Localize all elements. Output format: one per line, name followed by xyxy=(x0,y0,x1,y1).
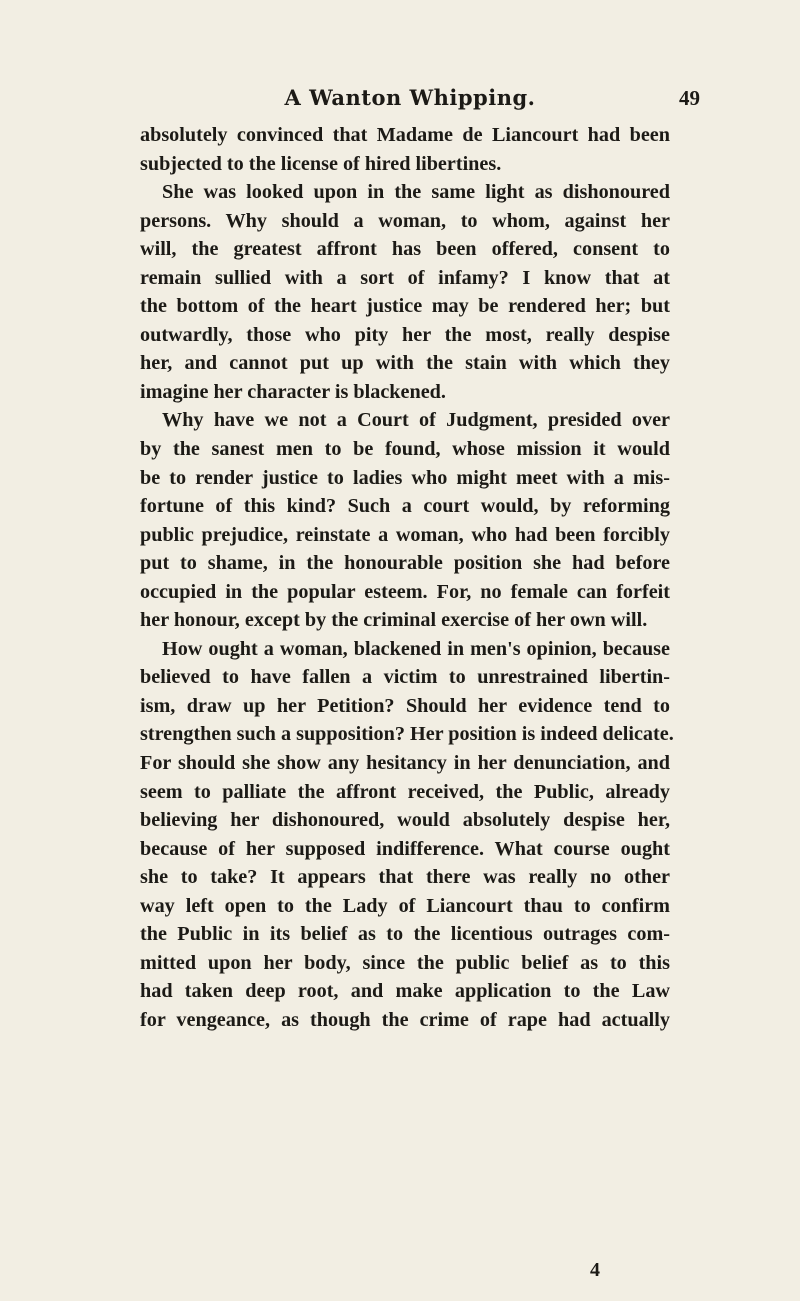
signature-mark: 4 xyxy=(590,1259,600,1281)
text-line: will, the greatest affront has been offered, consent to xyxy=(140,238,670,261)
text-line: fortune of this kind? Such a court would, by reforming xyxy=(140,495,670,518)
text-line: her honour, except by the criminal exercise of her own will. xyxy=(140,609,648,632)
text-line: remain sullied with a sort of infamy? I know that at xyxy=(140,266,670,289)
text-line: way left open to the Lady of Liancourt thau to confirm xyxy=(140,894,670,917)
text-line: put to shame, in the honourable position she had before xyxy=(140,552,670,575)
text-line: imagine her character is blackened. xyxy=(140,380,446,403)
text-line: For should she show any hesitancy in her denunciation, and xyxy=(140,752,670,775)
text-line: be to render justice to ladies who might meet with a mis- xyxy=(140,466,670,489)
body-text xyxy=(140,121,674,1035)
text-line: believing her dishonoured, would absolutely despise her, xyxy=(140,809,670,832)
text-line: ism, draw up her Petition? Should her evidence tend to xyxy=(140,694,670,717)
text-line: her, and cannot put up with the stain with which they xyxy=(140,352,670,375)
text-line: the Public in its belief as to the licentious outrages com- xyxy=(140,923,670,946)
text-line: Why have we not a Court of Judgment, presided over xyxy=(162,409,670,432)
page-number: 49 xyxy=(679,86,700,110)
text-line: the bottom of the heart justice may be rendered her; but xyxy=(140,295,670,318)
text-line: subjected to the license of hired libertines. xyxy=(140,152,502,175)
text-line: believed to have fallen a victim to unrestrained libertin- xyxy=(140,666,670,689)
text-line: How ought a woman, blackened in men's opinion, because xyxy=(162,637,670,660)
text-line: for vengeance, as though the crime of rape had actually xyxy=(140,1008,670,1031)
text-line: by the sanest men to be found, whose mission it would xyxy=(140,438,670,461)
text-line: seem to palliate the affront received, the Public, already xyxy=(140,780,670,803)
text-line: mitted upon her body, since the public belief as to this xyxy=(140,951,670,974)
text-line: She was looked upon in the same light as dishonoured xyxy=(162,181,670,204)
running-head xyxy=(140,82,700,114)
text-line: outwardly, those who pity her the most, really despise xyxy=(140,323,670,346)
text-line: occupied in the popular esteem. For, no female can forfeit xyxy=(140,580,670,603)
text-line: had taken deep root, and make application to the Law xyxy=(140,980,670,1003)
text-line: public prejudice, reinstate a woman, who had been forcibly xyxy=(140,523,670,546)
text-line: absolutely convinced that Madame de Liancourt had been xyxy=(140,124,670,146)
text-line: strengthen such a supposition? Her position is indeed delicate. xyxy=(140,723,674,746)
text-line: persons. Why should a woman, to whom, against her xyxy=(140,209,670,232)
text-line: because of her supposed indifference. What course ought xyxy=(140,837,670,860)
text-line: she to take? It appears that there was really no other xyxy=(140,866,670,889)
running-title: A Wanton Whipping. xyxy=(284,85,536,110)
